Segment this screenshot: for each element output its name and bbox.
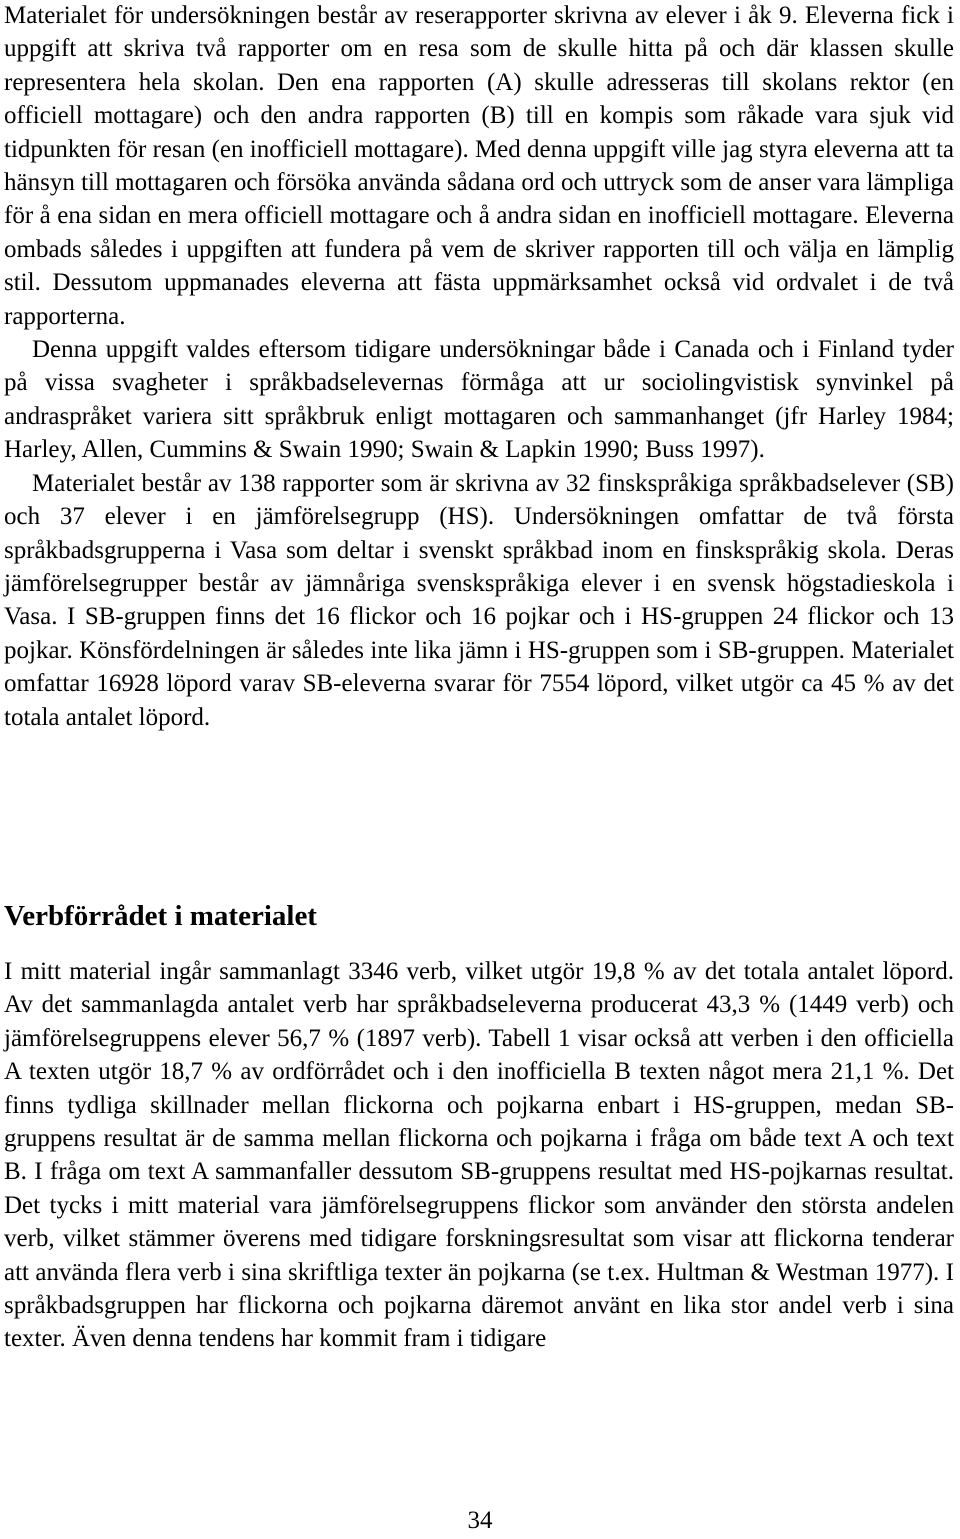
section-heading: Verbförrådet i materialet (4, 900, 317, 932)
page-number: 34 (467, 1507, 493, 1534)
section-2 (4, 955, 954, 1356)
paragraph-verb-count: I mitt material ingår sammanlagt 3346 verb, vilket utgör 19,8 % av det totala antalet löpord. Av det sammanlagda antalet verb har språkbadseleverna producerat 43,3 % (1449 verb) och jämförelsegruppens elever 56,7 % (1897 verb). Tabell 1 visar också att verben i den officiella A texten utgör 18,7 % av ordförrådet och i den inofficiella B texten något mera 21,1 %. Det finns tydliga skillnader mellan flickorna och pojkarna enbart i HS-gruppen, medan SB-gruppens resultat är de samma mellan flickorna och pojkarna i fråga om både text A och text B. I fråga om text A sammanfaller dessutom SB-gruppens resultat med HS-pojkarnas resultat. Det tycks i mitt material vara jämförelsegruppens flickor som använder den största andelen verb, vilket stämmer överens med tidigare forskningsresultat som visar att flickorna tenderar att använda flera verb i sina skriftliga texter än pojkarna (se t.ex. Hultman & Westman 1977). I språkbadsgruppen har flickorna och pojkarna däremot använt en lika stor andel verb i sina texter. Även denna tendens har kommit fram i tidigare (4, 958, 954, 1353)
paragraph-material-size: Materialet består av 138 rapporter som är skrivna av 32 finskspråkiga språkbadselever (SB) och 37 elever i en jämförelsegrupp (HS). Undersökningen omfattar de två första språkbadsgrupperna i Vasa som deltar i svenskt språkbad inom en finskspråkig skola. Deras jämförelsegrupper består av jämnåriga svenskspråkiga elever i en svensk högstadieskola i Vasa. I SB-gruppen finns det 16 flickor och 16 pojkar och i HS-gruppen 24 flickor och 13 pojkar. Könsfördelningen är således inte lika jämn i HS-gruppen som i SB-gruppen. Materialet omfattar 16928 löpord varav SB-eleverna svarar för 7554 löpord, vilket utgör ca 45 % av det totala antalet löpord. (4, 469, 954, 731)
section-1 (4, 0, 954, 734)
paragraph-material: Materialet för undersökningen består av reserapporter skrivna av elever i åk 9. Eleverna fick i uppgift att skriva två rapporter om en resa som de skulle hitta på och där klassen skulle representera hela skolan. Den ena rapporten (A) skulle adresseras till skolans rektor (en officiell mottagare) och den andra rapporten (B) till en kompis som råkade vara sjuk vid tidpunkten för resan (en inofficiell mottagare). Med denna uppgift ville jag styra eleverna att ta hänsyn till mottagaren och försöka använda sådana ord och uttryck som de anser vara lämpliga för å ena sidan en mera officiell mottagare och å andra sidan en inofficiell mottagare. Eleverna ombads således i uppgiften att fundera på vem de skriver rapporten till och välja en lämplig stil. Dessutom uppmanades eleverna att fästa uppmärksamhet också vid ordvalet i de två rapporterna. (4, 2, 954, 330)
paragraph-task-choice: Denna uppgift valdes eftersom tidigare undersökningar både i Canada och i Finland tyder på vissa svagheter i språkbadselevernas förmåga att ur sociolingvistisk synvinkel på andraspråket variera sitt språkbruk enligt mottagaren och sammanhanget (jfr Harley 1984; Harley, Allen, Cummins & Swain 1990; Swain & Lapkin 1990; Buss 1997). (4, 336, 954, 464)
